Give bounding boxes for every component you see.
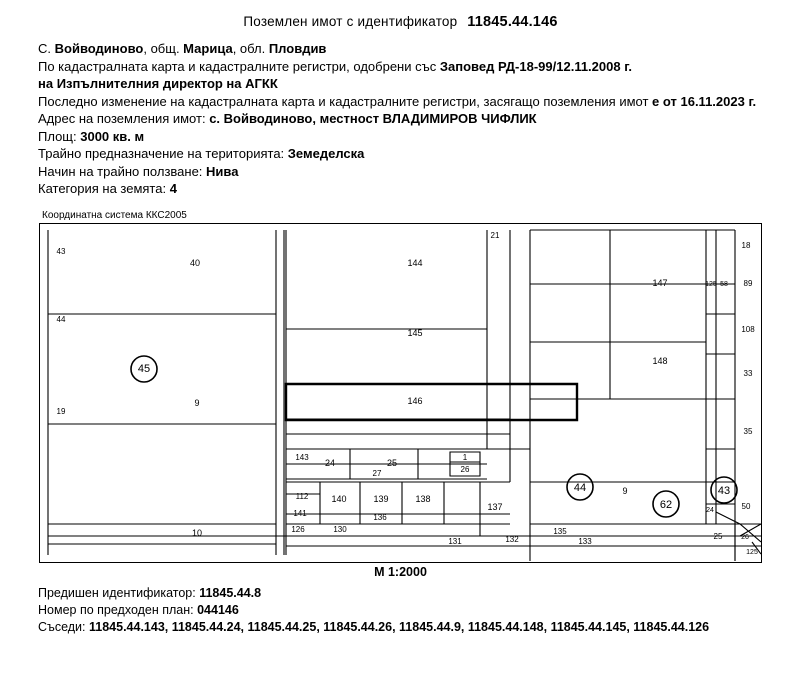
svg-text:146: 146 (407, 395, 423, 406)
location-prefix: С. (38, 41, 55, 56)
cadastral-map[interactable] (39, 223, 762, 563)
area-line (38, 128, 763, 146)
purpose-label: Трайно предназначение на територията: (38, 146, 288, 161)
page-title (38, 14, 763, 30)
svg-text:33: 33 (743, 368, 753, 378)
address-line (38, 110, 763, 128)
svg-text:125: 125 (705, 280, 717, 288)
municipality-name: Марица (183, 41, 233, 56)
previous-plan-line (38, 602, 763, 619)
svg-text:135: 135 (553, 526, 567, 536)
previous-identifier-line (38, 585, 763, 602)
location-line (38, 40, 763, 58)
category-value: 4 (169, 181, 177, 196)
svg-text:25: 25 (386, 457, 398, 468)
address-label: Адрес на поземления имот: (38, 111, 210, 126)
map-scale: М 1:2000 (374, 564, 427, 579)
neighbours-line (38, 619, 763, 636)
svg-text:26: 26 (460, 464, 470, 474)
svg-text:62: 62 (659, 498, 673, 511)
last-change-date: е от 16.11.2023 г. (652, 93, 757, 109)
svg-text:147: 147 (652, 277, 668, 288)
svg-text:1: 1 (462, 452, 468, 462)
svg-text:144: 144 (407, 257, 423, 268)
cadastral-map-wrap (39, 223, 762, 563)
cadastre-order-number: Заповед РД-18-99/12.11.2008 г. (439, 58, 632, 74)
svg-text:25: 25 (713, 531, 723, 541)
svg-text:126: 126 (291, 524, 305, 534)
svg-text:45: 45 (137, 362, 151, 375)
purpose-value: Земеделска (287, 146, 365, 161)
svg-text:136: 136 (373, 512, 387, 522)
neighbours-value: 11845.44.143, 11845.44.24, 11845.44.25, 11845.44.26, 11845.44.9, 11845.44.148, 11845.44.145, 11845.44.126 (89, 619, 710, 634)
svg-text:148: 148 (652, 355, 668, 366)
svg-text:131: 131 (448, 536, 462, 546)
category-label: Категория на земята: (38, 181, 170, 196)
last-change-label: Последно изменение на кадастралната карта и кадастралните регистри, засягащо поземления имот (38, 93, 653, 109)
usage-line (38, 163, 763, 181)
address-value: с. Войводиново, местност ВЛАДИМИРОВ ЧИФЛИК (209, 111, 537, 126)
coordinate-system-caption: Координатна система ККС2005 (42, 209, 187, 221)
svg-text:58: 58 (720, 280, 728, 288)
svg-text:139: 139 (373, 493, 389, 504)
cadastre-authority-line: на Изпълнителния директор на АГКК (38, 76, 278, 91)
previous-plan-value: 044146 (197, 602, 239, 617)
cadastral-map-drawing (40, 224, 761, 561)
usage-value: Нива (206, 163, 239, 179)
footer-block (38, 585, 763, 636)
svg-text:141: 141 (293, 508, 307, 518)
svg-text:24: 24 (324, 457, 336, 468)
svg-text:108: 108 (741, 324, 755, 334)
previous-identifier-value: 11845.44.8 (199, 585, 262, 600)
purpose-line (38, 145, 763, 163)
svg-text:24: 24 (706, 506, 714, 514)
svg-text:44: 44 (573, 481, 587, 494)
svg-text:35: 35 (743, 426, 753, 436)
village-name: Войводиново (54, 41, 144, 56)
neighbours-label: Съседи: (38, 619, 89, 634)
svg-text:21: 21 (490, 230, 500, 240)
category-line (38, 180, 763, 198)
svg-text:44: 44 (56, 314, 66, 324)
svg-text:138: 138 (415, 493, 431, 504)
svg-text:130: 130 (333, 524, 347, 534)
svg-text:89: 89 (743, 278, 753, 288)
svg-text:18: 18 (741, 240, 751, 250)
svg-text:140: 140 (331, 493, 347, 504)
svg-text:40: 40 (189, 257, 201, 268)
svg-text:145: 145 (407, 327, 423, 338)
svg-text:27: 27 (372, 468, 382, 478)
svg-text:43: 43 (56, 246, 66, 256)
district-label: , обл. (232, 41, 269, 56)
area-label: Площ: (38, 128, 81, 144)
svg-text:137: 137 (487, 501, 503, 512)
metadata-block (38, 40, 763, 198)
svg-text:133: 133 (578, 536, 592, 546)
cadastre-order-line (38, 58, 763, 76)
previous-plan-label: Номер по предходен план: (38, 602, 198, 617)
svg-text:112: 112 (295, 491, 309, 501)
svg-text:143: 143 (295, 452, 309, 462)
page-title-prefix: Поземлен имот с идентификатор (243, 14, 458, 29)
svg-text:10: 10 (191, 527, 203, 538)
svg-text:132: 132 (505, 534, 519, 544)
cadastre-order-label: По кадастралната карта и кадастралните регистри, одобрени със (38, 58, 440, 74)
municipality-label: , общ. (143, 41, 184, 56)
area-value: 3000 кв. м (80, 128, 145, 144)
svg-text:9: 9 (622, 485, 628, 496)
svg-text:19: 19 (56, 406, 66, 416)
district-name: Пловдив (268, 41, 327, 56)
svg-text:26: 26 (741, 533, 749, 541)
previous-identifier-label: Предишен идентификатор: (38, 585, 200, 600)
parcel-identifier: 11845.44.146 (467, 14, 558, 30)
last-change-line (38, 93, 763, 111)
svg-text:9: 9 (194, 397, 200, 408)
svg-text:43: 43 (717, 484, 731, 497)
usage-label: Начин на трайно ползване: (38, 163, 207, 179)
svg-text:50: 50 (741, 501, 751, 511)
svg-text:125: 125 (746, 548, 758, 556)
